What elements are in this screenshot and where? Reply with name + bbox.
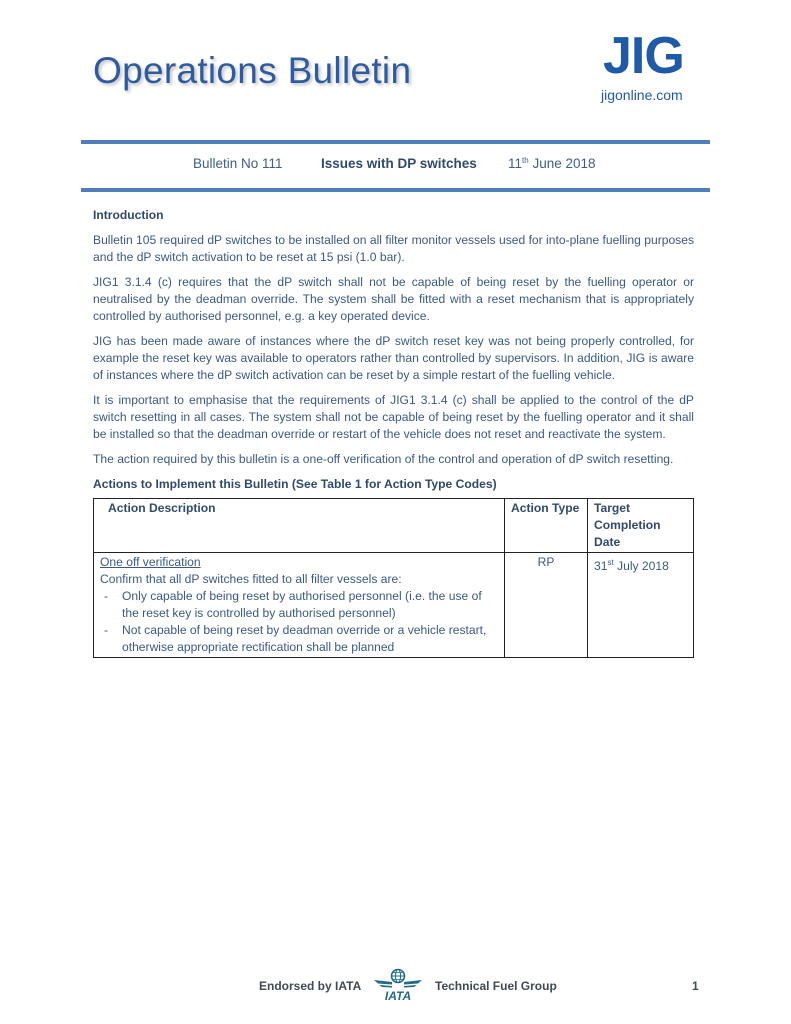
header-target-date: Target Completion Date [588,499,694,553]
bottom-rule [81,188,710,192]
bulletin-bar [81,156,710,176]
target-date-cell [588,553,694,658]
paragraph: The action required by this bulletin is a one-off verification of the control and operation of dP switch resetting. [93,452,674,466]
action-bullet: - Only capable of being reset by authorised personnel (i.e. the use of the reset key is controlled by authorised personnel) [100,588,498,622]
logo-url: jigonline.com [601,87,683,103]
date-rest: June 2018 [528,156,596,171]
target-date-suffix: st [607,558,614,567]
table-row [94,553,694,658]
target-date-rest: July 2018 [613,559,669,573]
header-action-description: Action Description [94,499,505,553]
paragraph: It is important to emphasise that the requirements of JIG1 3.1.4 (c) shall be applied to the control of the dP switch resetting in all cases. The system shall not be capable of being reset by the fuelling operator and it shall be installed so that the deadman override or restart of the vehicle does not reset and reactivate the system. [93,393,694,441]
header-action-type: Action Type [505,499,588,553]
iata-logo-text: IATA [384,989,412,1002]
action-type-cell: RP [505,553,588,658]
action-description-cell [94,553,505,658]
page-title: Operations Bulletin [93,50,412,91]
iata-logo-icon [370,968,426,1002]
actions-heading: Actions to Implement this Bulletin (See Table 1 for Action Type Codes) [93,477,497,491]
paragraph: JIG has been made aware of instances where the dP switch reset key was not being properly controlled, for example the reset key was available to operators rather than controlled by supervisors. In addition, JIG is aware of instances where the dP switch activation can be reset by a simple restart of the fuelling vehicle. [93,334,694,382]
action-bullets [100,588,498,656]
paragraph: Bulletin 105 required dP switches to be installed on all filter monitor vessels used for into-plane fuelling purposes and the dP switch activation to be reset at 15 psi (1.0 bar). [93,233,694,264]
technical-fuel-group: Technical Fuel Group [435,979,557,993]
date-suffix: th [522,156,529,165]
bulletin-subject: Issues with DP switches [321,156,477,171]
jig-logo-icon: JIG [603,27,684,85]
bulletin-number: Bulletin No 111 [193,156,283,171]
bulletin-date [508,156,596,171]
page-footer [0,976,791,1006]
action-bullet: - Not capable of being reset by deadman override or a vehicle restart, otherwise appropriate rectification shall be planned [100,622,498,656]
action-title: One off verification [100,555,201,569]
target-date-day: 31 [594,559,608,573]
page-number: 1 [692,979,699,993]
date-day: 11 [508,156,523,171]
paragraph: JIG1 3.1.4 (c) requires that the dP switch shall not be capable of being reset by the fuelling operator or neutralised by the deadman override. The system shall be fitted with a reset mechanism that is appropriately controlled by authorised personnel, e.g. a key operated device. [93,275,694,323]
top-rule [81,140,710,144]
table-header-row [94,499,694,553]
action-intro: Confirm that all dP switches fitted to all filter vessels are: [100,572,402,586]
intro-heading: Introduction [93,208,164,222]
actions-table [93,498,694,658]
jig-logo [601,27,697,103]
endorsed-by: Endorsed by IATA [259,979,362,993]
bulletin-body [93,207,694,658]
